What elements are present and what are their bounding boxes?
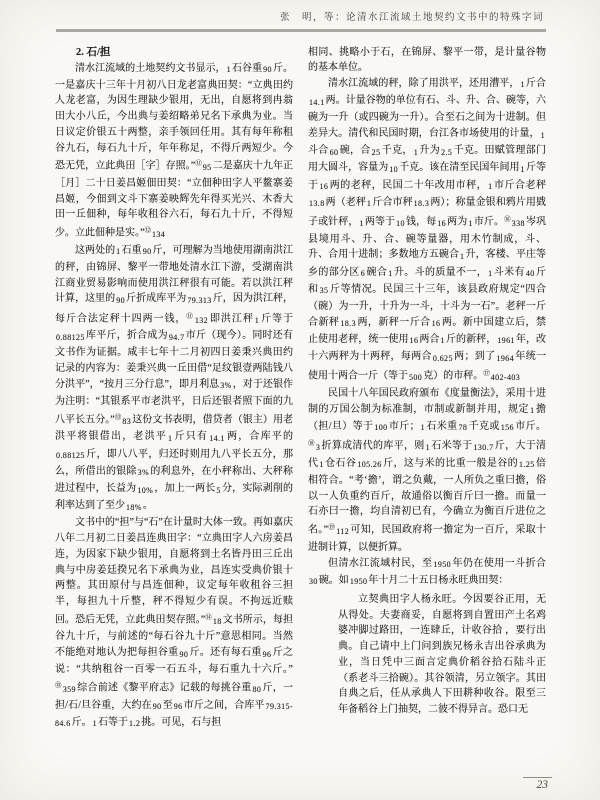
- paragraph-weights-law: 民国十八年国民政府颁布《度量衡法》，采用十进制的万国公制为标准制，市制或新制并用，规定1擔（担/旦）等于100市斤；1石米重78千克或156市斤。⑱3折算成清代的库平，则1石米等于130.7斤，大于清代1仓石谷105.26斤，这与米的比重一般是谷的1.25倍相符合。“考‘擔’，谓之负戴，一人所负之重曰擔，俗以一人负重约百斤，故通俗以衡百斤曰一擔。而量一石亦曰一擔，均自清初已有，今确立为衡百斤进位之名。”⑲112可知，民国政府将一擔定为一百斤，采取十进制计算，以便折算。: [308, 388, 547, 553]
- paragraph-measuring-units: 清水江流域的秤，除了用洪平，还用漕平，1斤合14.1两。计量谷物的单位有石、斗、升、合、碗等，六碗为一升（或四碗为一升）。合至石之间为十进制。但差异大。清代和民国时期，台江各市场使用的计量，1斗合60碗，合25千克，1升为2.5千克。田赋管理部门用大圆斗，容量为10千克。该在清至民国年间用1斤等于16两的老秤，民国二十年改用市秤，1市斤合老秤13.8两（老秤1斤合市秤18.3两）；称量金银和鸦片用戥子或针秤，1两等于10钱，每16两为1市斤。⑯338岑巩县境用斗、升、合、碗等量器，用木竹制成，斗、升、合用十进制；多数地方五碗合1升，客楼、平庄等乡的部分区6碗合1升。斗的质量不一，1斗米有40斤和35斤等情况。民国三十三年，该县政府规定“四合（碗）为一升，十升为一斗，十斗为一石”。老秤一斤合新秤18.3两，新秤一斤合16两。新中国建立后，禁止使用老秤，统一使用16两合1斤的新秤，1961年，改十六两秤为十两秤，每两合0.625两；到了1964年统一使用十两合一斤（等于500克）的市秤。⑰402-403: [308, 77, 547, 383]
- left-column: [55, 45, 293, 733]
- page-footer: [523, 775, 553, 793]
- paragraph-contract-dian-tian: 清水江流域的土地契约文书显示，1石谷重90斤。一是嘉庆十三年十月初八日龙老富典田契：“立典田约人龙老富，为因生理缺少银用，无出，自愿将到冉翁田大小八丘，今出典与姜绍略弟兄名下承典为业。当日议定价银五十两整，亲手领回任用。其有每年称租谷九石，每石九十斤，年年称足，不得斤两短少。今恐无凭，立此典田［字］存照。”⑪95二是嘉庆十九年正［月］二十日姜昌姬佃田契：“立佃种田字人平鳌寨姜昌姬，今佃到文斗下寨姜映辉先年得买光兴、木香大田一丘佃种，每年收租谷六石，每石九十斤，不得短少。立此佃种是实。”⑫134: [55, 62, 294, 240]
- paragraph-dan-vs-shi: 文书中的“担”与“石”在计量时大体一致。再如嘉庆八年二月初二日姜昌连典田字：“立典田字人六房姜昌连，为因家下缺少银用，自愿将到土名皆丹田三丘出典与中房姜廷揆兄名下承典为业，昌连实受典价银十两整。其田原付与昌连佃种，议定每年收租谷三担半，每担九十斤整，秤不得短少有误。不拘远近赎回。恐后无凭，立此典田契存照。”⑭18文书所示，每担谷九十斤，与前述的“每石谷九十斤”意思相同。当然不能绝对地认为把每担谷重90斤。还有每石重96斤之说：“共纳租谷一百零一石五斗，每石重九十六斤。”⑮359综合前述《黎平府志》记载的每挑谷重80斤，一担/石/旦谷重，大约在90至96市斤之间，合库平79.315-84.6斤。1石等于1.2挑。可见，石与担: [55, 517, 294, 729]
- running-title: 张 明，等：论清水江流域土地契约文书中的特殊字词: [279, 13, 544, 23]
- page-header: [0, 0, 600, 32]
- paragraph-continuation: 相同、挑略小于石，在锦屏、黎平一带，是计量谷物的基本单位。: [308, 46, 546, 74]
- section-heading: 2. 石/担: [76, 46, 111, 58]
- page-number: 23: [523, 777, 553, 791]
- paragraph-hongjiang-scale: 这两处的1石重90斤，可理解为当地使用湖南洪江的秤，由锦屏、黎平一带地处清水江下游，受湖南洪江商业贸易影响而使用洪江秤很有可能。若以洪江秤计算，这里的90斤折成库平为79.313斤，因为洪江秤，每斤合法定秤十四两一钱，⑪132即洪江秤1斤等于0.88125库平斤，折合成为94.7市斤（现今）。同时还有文书作为证据。咸丰七年十二月初四日姜秉兴典田约记录的内容为：姜秉兴典一丘田借“足纹银壹两陆钱八分洪平”，“按月三分行息”，即月利息3%，对于还银作为注明：“其银系平市老洪平，日后还银者照下面的九八平长五分。”⑬83这份文书表明，借贷者（银主）用老洪平将银借出，老洪平1斤只有14.1两，合库平的0.88125斤，即八八平，归还时则用九八平长五分，那么，所借出的银除3%的利息外，在小秤称出、大秤称进过程中，长益为10%，加上一两长5分，实际剥削的利率达到了至少18%。: [55, 244, 294, 512]
- article-body: [0, 32, 600, 733]
- paragraph-1950-usage: 但清水江流域村民，至1950年仍在使用一斗折合30碗。如1950年十月二十五日杨永旺典田契：: [309, 557, 547, 587]
- contract-quote: 立契典田字人杨永旺。今因要谷正用，无从得处。夫妻商妥，自愿将到自置田产土名鸡婆冲脚过路田，一连肆丘，计收谷拾 ，要行出典。自己请中上门问到族兄杨永吉出谷承典为业，当日凭中三面言定典价稻谷拾石陆斗正（系老斗三拾碗）。其谷领清，另立领字。其田自典之后，任从承典人下田耕种收谷。限至三年备稻谷上门抽契，二彼不得异言。恐口无: [338, 594, 546, 715]
- right-column: [308, 45, 546, 733]
